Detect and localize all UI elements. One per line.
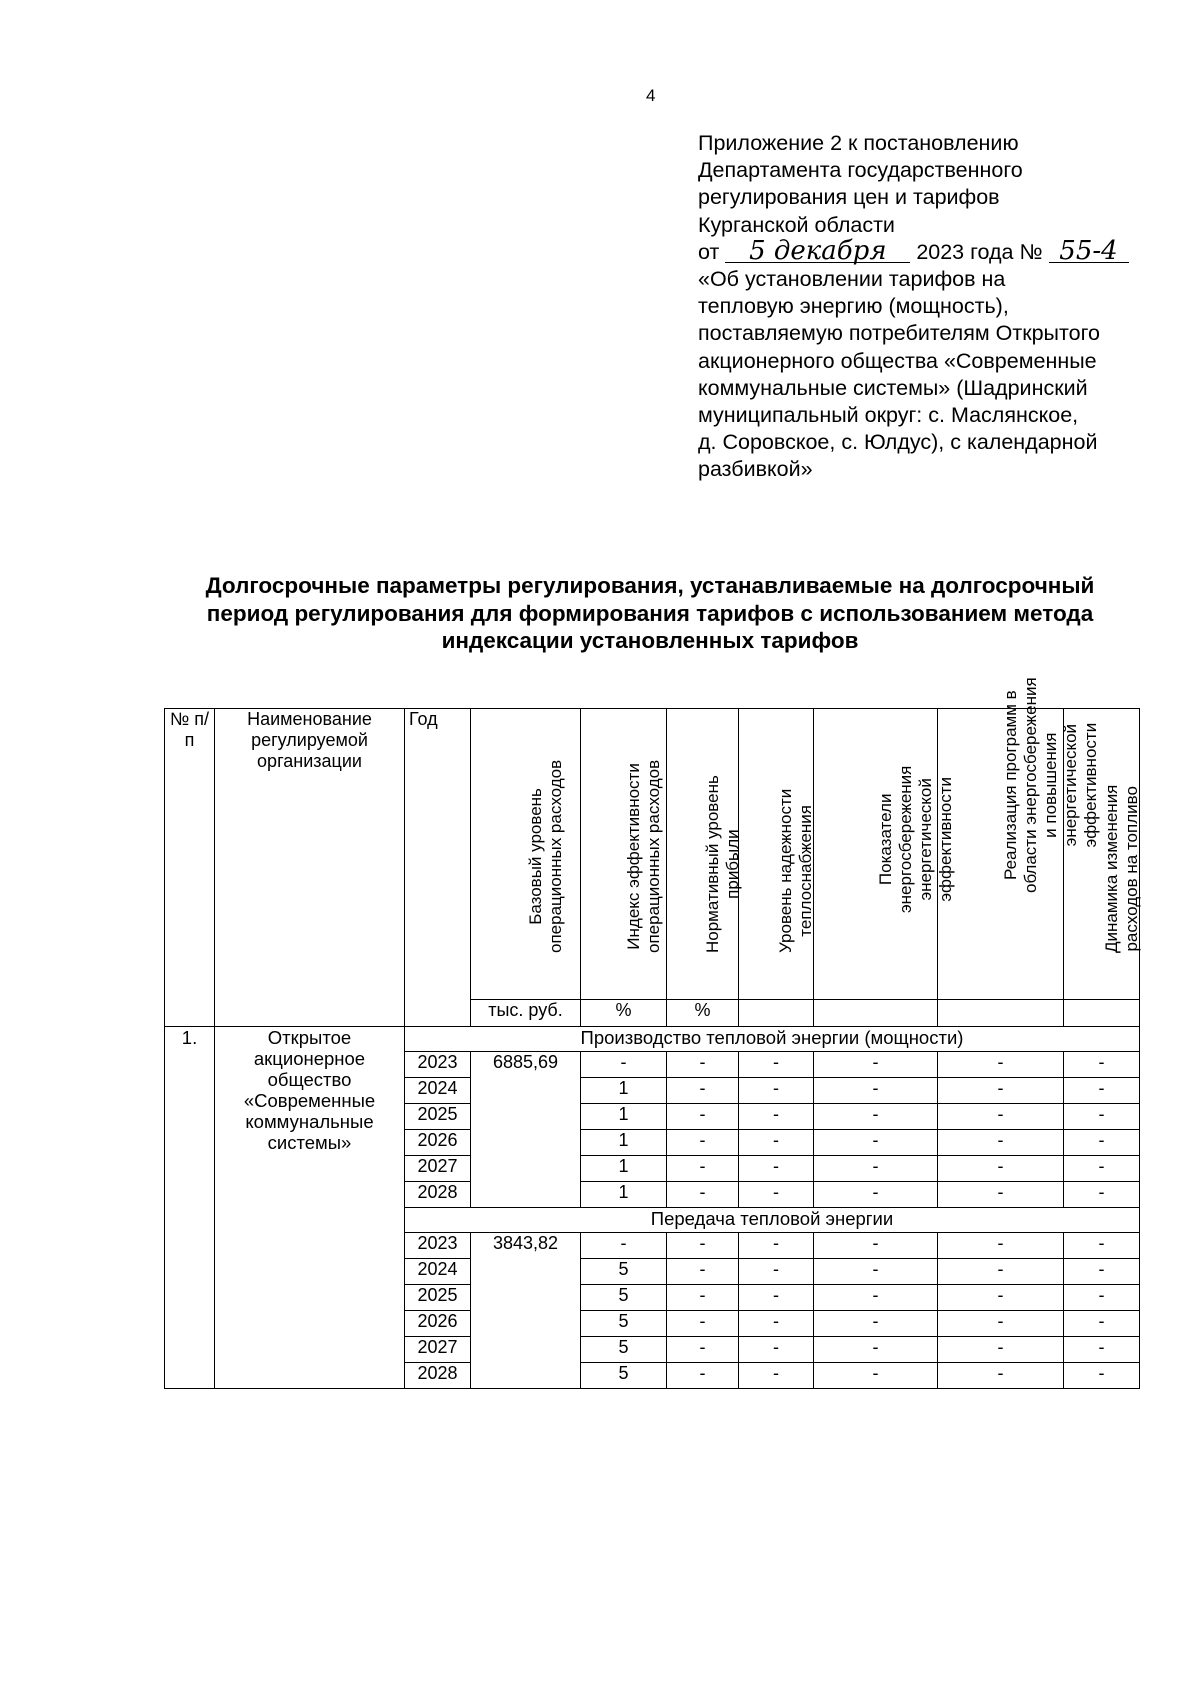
year-cell: 2025 [405,1104,471,1130]
row-number-cell: 1. [165,1027,215,1389]
header-label-line: операционных расходов [643,759,663,953]
fuel-dynamics-cell: - [1064,1130,1140,1156]
fuel-dynamics-cell: - [1064,1104,1140,1130]
header-row [165,709,1140,1000]
efficiency-index-cell: - [581,1052,667,1078]
fuel-dynamics-cell: - [1064,1363,1140,1389]
header-label-line: эффективности [1080,722,1100,848]
energy-saving-cell: - [814,1130,938,1156]
unit-cell [938,1000,1064,1027]
fuel-dynamics-cell: - [1064,1052,1140,1078]
efficiency-index-cell: 5 [581,1363,667,1389]
fuel-dynamics-cell: - [1064,1078,1140,1104]
energy-saving-cell: - [814,1156,938,1182]
appendix-line: Департамента государственного [698,158,1023,183]
fuel-dynamics-cell: - [1064,1156,1140,1182]
reliability-cell: - [739,1130,814,1156]
reliability-cell: - [739,1311,814,1337]
programs-cell: - [938,1259,1064,1285]
appendix-line: Приложение 2 к постановлению [698,131,1019,155]
energy-saving-cell: - [814,1104,938,1130]
document-title [150,572,1150,655]
profit-level-cell: - [667,1052,739,1078]
unit-cell [739,1000,814,1027]
fuel-dynamics-cell: - [1064,1233,1140,1259]
header-label-line: энергосбережения [895,765,915,913]
efficiency-index-cell: 5 [581,1285,667,1311]
title-line: период регулирования для формирования тарифов с использованием метода [206,600,1094,626]
year-cell: 2028 [405,1363,471,1389]
programs-cell: - [938,1104,1064,1130]
appendix-line: коммунальные системы» (Шадринский [698,375,1088,400]
header-profit-level [667,709,742,1000]
section-title: Передача тепловой энергии [405,1208,1140,1233]
energy-saving-cell: - [814,1052,938,1078]
date-middle: 2023 года № [916,239,1043,264]
profit-level-cell: - [667,1363,739,1389]
header-year: Год [405,709,471,1027]
year-cell: 2023 [405,1233,471,1259]
year-cell: 2025 [405,1285,471,1311]
handwritten-date: 5 декабря [725,240,910,263]
reliability-cell: - [739,1078,814,1104]
header-label-line: операционных расходов [545,759,565,953]
reliability-cell: - [739,1337,814,1363]
profit-level-cell: - [667,1104,739,1130]
energy-saving-cell: - [814,1285,938,1311]
appendix-line: поставляемую потребителям Открытого [698,321,1100,346]
efficiency-index-cell: 1 [581,1078,667,1104]
reliability-cell: - [739,1104,814,1130]
programs-cell: - [938,1363,1064,1389]
header-label-line: эффективности [935,776,955,902]
reliability-cell: - [739,1182,814,1208]
header-programs [935,677,1100,1000]
unit-cell [814,1000,938,1027]
unit-cell: тыс. руб. [471,1000,581,1027]
unit-cell [1064,1000,1140,1027]
year-cell: 2028 [405,1182,471,1208]
header-org: Наименование регулируемой организации [215,709,405,1027]
programs-cell: - [938,1285,1064,1311]
energy-saving-cell: - [814,1311,938,1337]
appendix-line: Курганской области [698,212,895,237]
efficiency-index-cell: 1 [581,1130,667,1156]
header-label-line: расходов на топливо [1121,786,1141,952]
year-cell: 2026 [405,1130,471,1156]
unit-cell: % [581,1000,667,1027]
header-label-line: теплоснабжения [796,805,815,937]
header-efficiency-index [581,709,667,1000]
programs-cell: - [938,1078,1064,1104]
profit-level-cell: - [667,1078,739,1104]
profit-level-cell: - [667,1337,739,1363]
programs-cell: - [938,1130,1064,1156]
header-base-level [471,709,581,1000]
appendix-line: «Об установлении тарифов на [698,267,1006,292]
efficiency-index-cell: 5 [581,1311,667,1337]
title-line: Долгосрочные параметры регулирования, устанавливаемые на долгосрочный [205,573,1095,598]
header-label-line: Уровень надежности [776,788,795,953]
energy-saving-cell: - [814,1337,938,1363]
profit-level-cell: - [667,1285,739,1311]
header-label-line: энергетической [1060,723,1080,847]
year-cell: 2027 [405,1337,471,1363]
programs-cell: - [938,1182,1064,1208]
header-label-line: Показатели [875,793,895,886]
page-number: 4 [646,86,656,105]
base-level-cell: 6885,69 [471,1052,581,1208]
energy-saving-cell: - [814,1078,938,1104]
header-energy-saving [814,709,955,1000]
year-cell: 2024 [405,1078,471,1104]
profit-level-cell: - [667,1130,739,1156]
section-title: Производство тепловой энергии (мощности) [405,1027,1140,1052]
fuel-dynamics-cell: - [1064,1337,1140,1363]
energy-saving-cell: - [814,1363,938,1389]
header-label-line: Индекс эффективности [623,763,643,950]
year-cell: 2023 [405,1052,471,1078]
reliability-cell: - [739,1156,814,1182]
efficiency-index-cell: 1 [581,1156,667,1182]
reliability-cell: - [739,1363,814,1389]
programs-cell: - [938,1052,1064,1078]
appendix-line: регулирования цен и тарифов [698,185,1000,210]
header-label-line: и повышения [1040,732,1060,838]
energy-saving-cell: - [814,1259,938,1285]
date-prefix: от [698,239,720,264]
header-label-line: области энергосбережения [1020,677,1040,893]
appendix-line: тепловую энергию (мощность), [698,294,1009,319]
energy-saving-cell: - [814,1182,938,1208]
year-cell: 2027 [405,1156,471,1182]
appendix-block [698,130,1168,484]
appendix-date-line [698,235,1168,266]
reliability-cell: - [739,1052,814,1078]
profit-level-cell: - [667,1259,739,1285]
fuel-dynamics-cell: - [1064,1259,1140,1285]
appendix-line: муниципальный округ: с. Маслянское, [698,403,1079,428]
header-no: № п/п [165,709,215,1027]
fuel-dynamics-cell: - [1064,1285,1140,1311]
header-label-line: Нормативный уровень [702,775,722,953]
header-label-line: Динамика изменения [1101,784,1121,953]
programs-cell: - [938,1233,1064,1259]
reliability-cell: - [739,1259,814,1285]
fuel-dynamics-cell: - [1064,1311,1140,1337]
efficiency-index-cell: 1 [581,1182,667,1208]
handwritten-number: 55-4 [1049,240,1129,263]
profit-level-cell: - [667,1182,739,1208]
efficiency-index-cell: 5 [581,1337,667,1363]
title-line: индексации установленных тарифов [441,628,859,653]
profit-level-cell: - [667,1233,739,1259]
appendix-line: разбивкой» [698,457,813,482]
base-level-cell: 3843,82 [471,1233,581,1389]
reliability-cell: - [739,1233,814,1259]
appendix-line: д. Соровское, с. Юлдус), с календарной [698,430,1098,455]
section-row [165,1027,1140,1052]
header-fuel-dynamics [1064,709,1140,1000]
programs-cell: - [938,1311,1064,1337]
efficiency-index-cell: 1 [581,1104,667,1130]
year-cell: 2024 [405,1259,471,1285]
year-cell: 2026 [405,1311,471,1337]
efficiency-index-cell: 5 [581,1259,667,1285]
programs-cell: - [938,1337,1064,1363]
appendix-line: акционерного общества «Современные [698,348,1097,373]
profit-level-cell: - [667,1311,739,1337]
programs-cell: - [938,1156,1064,1182]
profit-level-cell: - [667,1156,739,1182]
unit-cell: % [667,1000,739,1027]
organization-name-cell: Открытое акционерное общество «Современные коммунальные системы» [215,1027,405,1389]
header-label-line: прибыли [722,829,742,899]
header-reliability [739,709,814,1000]
efficiency-index-cell: - [581,1233,667,1259]
parameters-table [164,677,1141,1389]
fuel-dynamics-cell: - [1064,1182,1140,1208]
header-label-line: Базовый уровень [525,788,545,925]
header-label-line: Реализация программ в [1000,690,1020,880]
energy-saving-cell: - [814,1233,938,1259]
header-label-line: энергетической [915,778,935,901]
reliability-cell: - [739,1285,814,1311]
